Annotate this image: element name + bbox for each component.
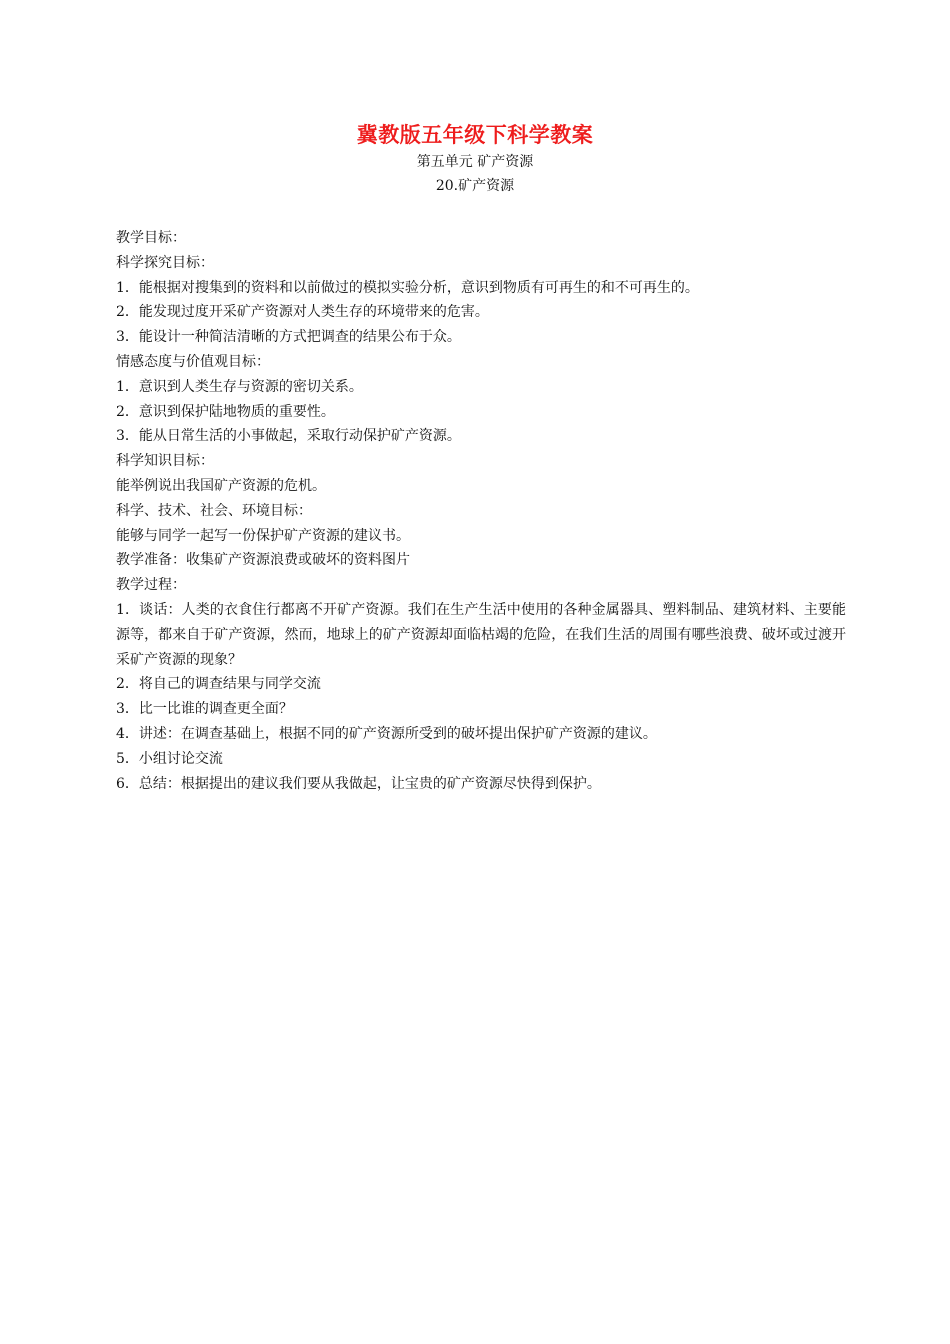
attitude-goal-item: 1．意识到人类生存与资源的密切关系。 <box>116 378 363 395</box>
knowledge-goal-item: 能举例说出我国矿产资源的危机。 <box>116 477 326 494</box>
process-step-5: 5．小组讨论交流 <box>116 750 223 767</box>
process-step-4: 4．讲述：在调查基础上，根据不同的矿产资源所受到的破坏提出保护矿产资源的建议。 <box>116 725 657 742</box>
inquiry-goal-item: 1．能根据对搜集到的资料和以前做过的模拟实验分析，意识到物质有可再生的和不可再生的。 <box>116 279 699 296</box>
section-heading-teaching-goals: 教学目标： <box>116 230 186 246</box>
lesson-heading: 20.矿产资源 <box>435 178 515 194</box>
document-body <box>116 226 846 796</box>
subheading-attitude-goals: 情感态度与价值观目标： <box>116 353 270 370</box>
section-heading-teaching-process: 教学过程： <box>116 577 186 594</box>
attitude-goal-item: 2．意识到保护陆地物质的重要性。 <box>116 403 335 420</box>
stse-goal-item: 能够与同学一起写一份保护矿产资源的建议书。 <box>116 527 410 544</box>
inquiry-goal-item: 3．能设计一种简洁清晰的方式把调查的结果公布于众。 <box>116 329 461 346</box>
teaching-preparation: 教学准备：收集矿产资源浪费或破坏的资料图片 <box>116 552 410 569</box>
unit-heading: 第五单元 矿产资源 <box>416 154 534 170</box>
process-step-3: 3．比一比谁的调查更全面？ <box>116 701 293 718</box>
document-title: 冀教版五年级下科学教案 <box>356 123 594 147</box>
attitude-goal-item: 3．能从日常生活的小事做起，采取行动保护矿产资源。 <box>116 428 461 445</box>
process-step-2: 2．将自己的调查结果与同学交流 <box>116 676 321 693</box>
process-step-1: 1．谈话：人类的衣食住行都离不开矿产资源。我们在生产生活中使用的各种金属器具、塑料制品、建筑材料、主要能源等，都来自于矿产资源，然而，地球上的矿产资源却面临枯竭的危险，在我们生活的周围有哪些浪费、破坏或过渡开采矿产资源的现象？ <box>116 601 846 668</box>
document-header <box>0 120 950 198</box>
process-step-6: 6．总结：根据提出的建议我们要从我做起，让宝贵的矿产资源尽快得到保护。 <box>116 775 601 792</box>
subheading-stse-goals: 科学、技术、社会、环境目标： <box>116 502 312 519</box>
subheading-knowledge-goals: 科学知识目标： <box>116 453 214 470</box>
inquiry-goal-item: 2．能发现过度开采矿产资源对人类生存的环境带来的危害。 <box>116 304 489 321</box>
subheading-inquiry-goals: 科学探究目标： <box>116 254 214 271</box>
